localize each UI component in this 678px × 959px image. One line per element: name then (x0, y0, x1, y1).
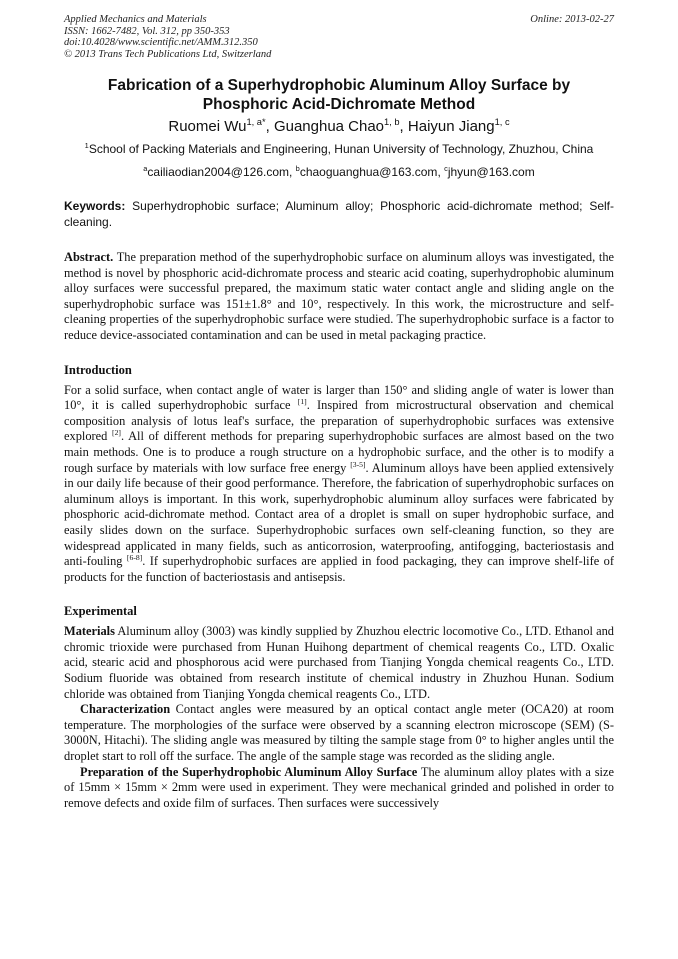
preparation-label: Preparation of the Superhydrophobic Aluminum Alloy Surface (80, 764, 418, 779)
email-sup: c (444, 164, 448, 173)
keywords (64, 199, 614, 230)
intro-text: . Inspired from microstructural observation and chemical composition analysis of lotus leaf's surface, the preparation of superhydrophobic surfaces was extensive explored (64, 398, 614, 444)
abstract-label: Abstract. (64, 250, 114, 264)
author-sup: 1, a* (246, 117, 266, 127)
keywords-text: Superhydrophobic surface; Aluminum alloy; Phosphoric acid-dichromate method; Self-cleaning. (64, 199, 614, 229)
section-heading-experimental: Experimental (64, 604, 137, 619)
citation-ref: [6-8] (126, 552, 143, 562)
citation-ref: [3-5] (350, 459, 366, 469)
materials-label: Materials (64, 624, 115, 639)
intro-text: For a solid surface, when contact angle of water is larger than 150° and sliding angle of water is lower than 10°, it is called superhydrophobic surface (64, 382, 614, 413)
affiliation-text: School of Packing Materials and Engineering, Hunan University of Technology, Zhuzhou, China (88, 142, 594, 156)
email-sup: b (295, 164, 300, 173)
author-name: Ruomei Wu (168, 118, 247, 135)
introduction-paragraph (64, 383, 614, 586)
intro-text: . All of different methods for preparing superhydrophobic surfaces are almost based on the two main methods. One is to produce a rough structure on a hydrophobic surface, and the other is to modify a rough surface by materials with low surface free energy (64, 429, 614, 475)
author-name: Guanghua Chao (273, 118, 385, 135)
author-name: Haiyun Jiang (407, 118, 495, 135)
journal-issn: ISSN: 1662-7482, Vol. 312, pp 350-353 (64, 25, 230, 37)
journal-doi: doi:10.4028/www.scientific.net/AMM.312.350 (64, 37, 258, 48)
preparation-text: The aluminum alloy plates with a size of 15mm × 15mm × 2mm were used in experiment. They were mechanical grinded and polished in order to remove defects and oxide film of surfaces. Then surfaces were successively (64, 764, 614, 810)
section-heading-introduction: Introduction (64, 362, 132, 377)
intro-text: . Aluminum alloys have been applied extensively in our daily life because of their good performance. Therefore, the fabrication of superhydrophobic surfaces on aluminum alloys is important. In this work, superhydrophobic aluminum alloy surfaces were fabricated by phosphoric acid-dichromate method. Contact area of a droplet is small on super hydrophobic surface, and easily slides down on the surface. Superhydrophobic surfaces own self-cleaning function, so they are widespread applicated in many fields, such as anticorrosion, waterproofing, antifogging, bacteriostasis and anti-fouling (64, 460, 614, 569)
journal-copyright: © 2013 Trans Tech Publications Ltd, Switzerland (64, 48, 272, 60)
journal-header (64, 14, 614, 60)
characterization-label: Characterization (80, 702, 171, 717)
journal-name: Applied Mechanics and Materials (64, 14, 207, 25)
affiliation (64, 142, 614, 157)
materials-text: Aluminum alloy (3003) was kindly supplied by Zhuzhou electric locomotive Co., LTD. Ethanol and chromic trioxide were purchased from Hunan Huihong department of chemical reagents Co., LTD. Oxalic acid, stearic acid and phosphorous acid were purchased from Tianjing Yongda chemical reagents Co., LTD. Sodium fluoride was obtained from research institute of chemical industry in Zhuzhou Hunan. Sodium chloride was obtained from Tianjing Yongda chemical reagents Co., LTD. (64, 624, 614, 701)
author-sup: 1, c (494, 117, 510, 127)
email-link[interactable]: chaoguanghua@163.com (299, 165, 438, 179)
intro-text: . If superhydrophobic surfaces are applied in food packaging, they can improve shelf-life of products for the function of bacteriostasis and antisepsis. (64, 554, 614, 584)
characterization-paragraph (64, 702, 614, 764)
email-list: $^a$cailiaodian2004@126.com, $^b$chaoguanghua@163.com, $^c$jhyun@163.com (143, 164, 535, 179)
email-link[interactable]: jhyun@163.com (447, 165, 535, 179)
citation-ref: [1] (297, 397, 307, 407)
abstract (64, 250, 614, 344)
characterization-text: Contact angles were measured by an optical contact angle meter (OCA20) at room temperature. The morphologies of the surface were observed by a scanning electron microscope (SEM) (S-3000N, Hitachi). The sliding angle was measured by tilting the sample stage from 0° to higher angles until the droplet start to roll off the surface. The angle of the sample stage was recorded as the sliding angle. (64, 702, 614, 764)
affiliation-sup: 1 (84, 141, 89, 150)
author-sup: 1, b (384, 117, 400, 127)
citation-ref: [2] (112, 428, 121, 438)
author-list: Ruomei $Wu^{1, a*}$, Guanghua Chao$^{1, b}$, Haiyun Jiang$^{1, c}$ (168, 117, 510, 135)
keywords-label: Keywords: (64, 199, 126, 213)
materials-paragraph (64, 624, 614, 702)
email-sup: a (143, 164, 148, 173)
abstract-text: The preparation method of the superhydrophobic surface on aluminum alloys was investigated, the method is novel by phosphoric acid-dichromate process and stearic acid coating, superhydrophobic aluminum alloy surfaces were successful prepared, the maximum static water contact angle and sliding angle on the superhydrophobic surface was 151±1.8° and 10°, respectively. In this work, the microstructure and self-cleaning properties of the superhydrophobic surface were studied. The superhydrophobic surface is a factor to reduce device-associated contamination and can be used in metal packaging practice. (64, 250, 615, 342)
email-link[interactable]: cailiaodian2004@126.com (147, 165, 289, 179)
preparation-paragraph (64, 765, 614, 812)
online-date: Online: 2013-02-27 (530, 14, 614, 25)
paper-title: Fabrication of a Superhydrophobic Aluminum Alloy Surface by Phosphoric Acid-Dichromate Method (107, 77, 571, 113)
